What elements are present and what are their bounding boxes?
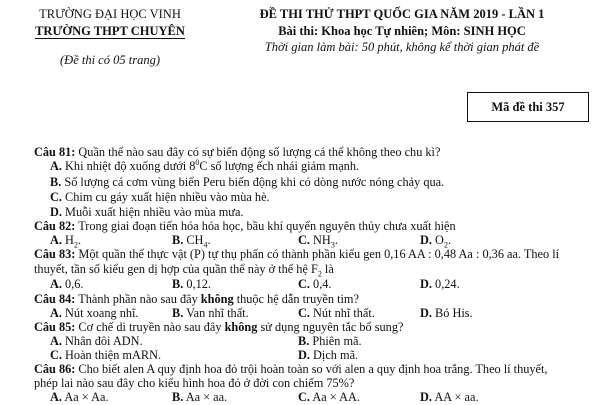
- option-d[interactable]: [420, 233, 451, 248]
- option-label: B.: [172, 277, 184, 291]
- option-label: C.: [298, 390, 310, 404]
- question-text-end: thuộc hệ dẫn truyền tim?: [233, 292, 359, 306]
- option-a[interactable]: [50, 390, 109, 405]
- option-text: Aa × aa.: [185, 390, 228, 404]
- option-label: D.: [420, 233, 432, 247]
- question-emphasis: không: [224, 320, 258, 334]
- option-subscript: 3: [330, 240, 335, 250]
- option-a[interactable]: [50, 277, 84, 292]
- option-superscript: 0: [195, 157, 200, 167]
- option-text: Khi nhiệt độ xuống dưới 8: [65, 159, 196, 173]
- option-text: Aa × Aa.: [64, 390, 109, 404]
- option-text-end: .: [77, 233, 82, 247]
- option-label: B.: [298, 334, 310, 348]
- option-text: Van nhĩ thất.: [186, 306, 249, 320]
- option-text: Số lượng cá cơm vùng biển Peru biến động khi có dòng nước nóng chảy qua.: [64, 175, 445, 189]
- exam-code: Mã đề thi 357: [491, 99, 565, 114]
- option-text: 0,24.: [435, 277, 460, 291]
- option-text: 0,4.: [313, 277, 332, 291]
- option-label: C.: [298, 233, 310, 247]
- question-81: [34, 145, 440, 160]
- time-line: Thời gian làm bài: 50 phút, không kể thời gian phát đề: [264, 40, 540, 54]
- exam-title: ĐỀ THI THỬ THPT QUỐC GIA NĂM 2019 - LẦN 1: [259, 7, 545, 21]
- option-label: D.: [50, 205, 62, 219]
- option-b[interactable]: [50, 175, 444, 190]
- question-subscript: 2: [317, 269, 322, 279]
- option-b[interactable]: [298, 334, 362, 349]
- question-text: Thành phần nào sau đây: [78, 292, 201, 306]
- option-b[interactable]: [172, 306, 249, 321]
- option-label: B.: [172, 233, 184, 247]
- option-text: Hoàn thiện mARN.: [65, 348, 162, 362]
- option-label: B.: [172, 390, 184, 404]
- option-text-end: .: [447, 233, 452, 247]
- option-label: A.: [50, 390, 62, 404]
- question-text: Cho biết alen A quy định hoa đỏ trội hoàn toàn so với alen a quy định hoa trắng. Theo lí thuyết,: [78, 362, 548, 376]
- option-a[interactable]: [50, 334, 143, 349]
- option-text: O: [435, 233, 444, 247]
- option-subscript: 4: [203, 240, 208, 250]
- question-text-end: là: [321, 262, 334, 276]
- option-c[interactable]: [298, 306, 375, 321]
- option-label: A.: [50, 233, 62, 247]
- option-text-end: .: [207, 233, 211, 247]
- option-text: Dịch mã.: [313, 348, 359, 362]
- option-text: NH: [313, 233, 331, 247]
- question-text: phép lai nào sau đây cho kiểu hình hoa đỏ ở đời con chiếm 75%?: [34, 376, 355, 390]
- option-subscript: 2: [443, 240, 448, 250]
- option-a[interactable]: [50, 159, 359, 174]
- option-c[interactable]: [298, 233, 338, 248]
- option-a[interactable]: [50, 306, 138, 321]
- question-86: [34, 362, 547, 377]
- question-84: [34, 292, 359, 307]
- question-text: thuyết, tần số kiểu gen dị hợp của quần thể này ở thế hệ F: [34, 262, 318, 276]
- question-82: [34, 219, 456, 234]
- question-label: Câu 81:: [34, 145, 76, 159]
- option-b[interactable]: [172, 233, 211, 248]
- question-83-continuation: [34, 262, 334, 277]
- option-text: 0,6.: [65, 277, 84, 291]
- option-d[interactable]: [420, 306, 473, 321]
- question-label: Câu 84:: [34, 292, 76, 306]
- school-name: [20, 24, 200, 39]
- question-86-continuation: [34, 376, 354, 391]
- exam-code-box: [467, 92, 589, 122]
- option-a[interactable]: [50, 233, 81, 248]
- option-b[interactable]: [172, 390, 227, 405]
- question-label: Câu 82:: [34, 219, 76, 233]
- option-text: Aa × AA.: [312, 390, 360, 404]
- option-text-end: .: [334, 233, 338, 247]
- option-c[interactable]: [50, 348, 161, 363]
- option-text: 0,12.: [186, 277, 211, 291]
- option-label: C.: [50, 190, 62, 204]
- option-d[interactable]: [50, 205, 244, 220]
- option-text: CH: [186, 233, 204, 247]
- option-label: A.: [50, 277, 62, 291]
- option-d[interactable]: [298, 348, 358, 363]
- question-text: Cơ chế di truyền nào sau đây: [78, 320, 225, 334]
- option-label: D.: [420, 306, 432, 320]
- option-label: B.: [172, 306, 184, 320]
- option-c[interactable]: [298, 277, 332, 292]
- school-name-text: TRƯỜNG THPT CHUYÊN: [35, 24, 185, 38]
- option-text: Muỗi xuất hiện nhiều vào mùa mưa.: [65, 205, 244, 219]
- option-c[interactable]: [298, 390, 360, 405]
- option-d[interactable]: [420, 390, 479, 405]
- option-label: D.: [420, 390, 432, 404]
- option-label: A.: [50, 334, 62, 348]
- option-text: AA × aa.: [434, 390, 479, 404]
- option-text: Nút nhĩ thất.: [313, 306, 375, 320]
- subject-line: Bài thi: Khoa học Tự nhiên; Môn: SINH HỌC: [278, 24, 526, 38]
- university-name: TRƯỜNG ĐẠI HỌC VINH: [39, 7, 181, 21]
- question-text: Trong giai đoạn tiến hóa hóa học, bầu khí quyển nguyên thủy chưa xuất hiện: [78, 219, 456, 233]
- option-c[interactable]: [50, 190, 270, 205]
- option-text-end: C số lượng ếch nhái giảm mạnh.: [199, 159, 360, 173]
- option-label: A.: [50, 159, 62, 173]
- question-label: Câu 83:: [34, 247, 76, 261]
- option-label: C.: [50, 348, 62, 362]
- question-label: Câu 85:: [34, 320, 76, 334]
- question-83: [34, 247, 559, 262]
- option-text: Phiên mã.: [312, 334, 362, 348]
- option-text: Chim cu gáy xuất hiện nhiều vào mùa hè.: [65, 190, 270, 204]
- option-text: H: [65, 233, 74, 247]
- option-label: D.: [420, 277, 432, 291]
- question-label: Câu 86:: [34, 362, 76, 376]
- option-text: Bó His.: [435, 306, 473, 320]
- option-text: Nút xoang nhĩ.: [65, 306, 139, 320]
- question-text: Quần thể nào sau đây có sự biến động số lượng cá thể không theo chu kì?: [78, 145, 441, 159]
- option-label: D.: [298, 348, 310, 362]
- question-text: Một quần thể thực vật (P) tự thụ phấn có thành phần kiểu gen 0,16 AA : 0,48 Aa : 0,36 aa. Theo lí: [78, 247, 560, 261]
- option-label: A.: [50, 306, 62, 320]
- question-text-end: sử dụng nguyên tắc bổ sung?: [257, 320, 404, 334]
- option-text: Nhân đôi ADN.: [65, 334, 143, 348]
- pages-note: (Đề thi có 05 trang): [60, 53, 160, 67]
- option-label: C.: [298, 306, 310, 320]
- option-subscript: 2: [73, 240, 78, 250]
- option-d[interactable]: [420, 277, 460, 292]
- question-85: [34, 320, 403, 335]
- question-emphasis: không: [200, 292, 234, 306]
- option-label: B.: [50, 175, 62, 189]
- option-b[interactable]: [172, 277, 211, 292]
- option-label: C.: [298, 277, 310, 291]
